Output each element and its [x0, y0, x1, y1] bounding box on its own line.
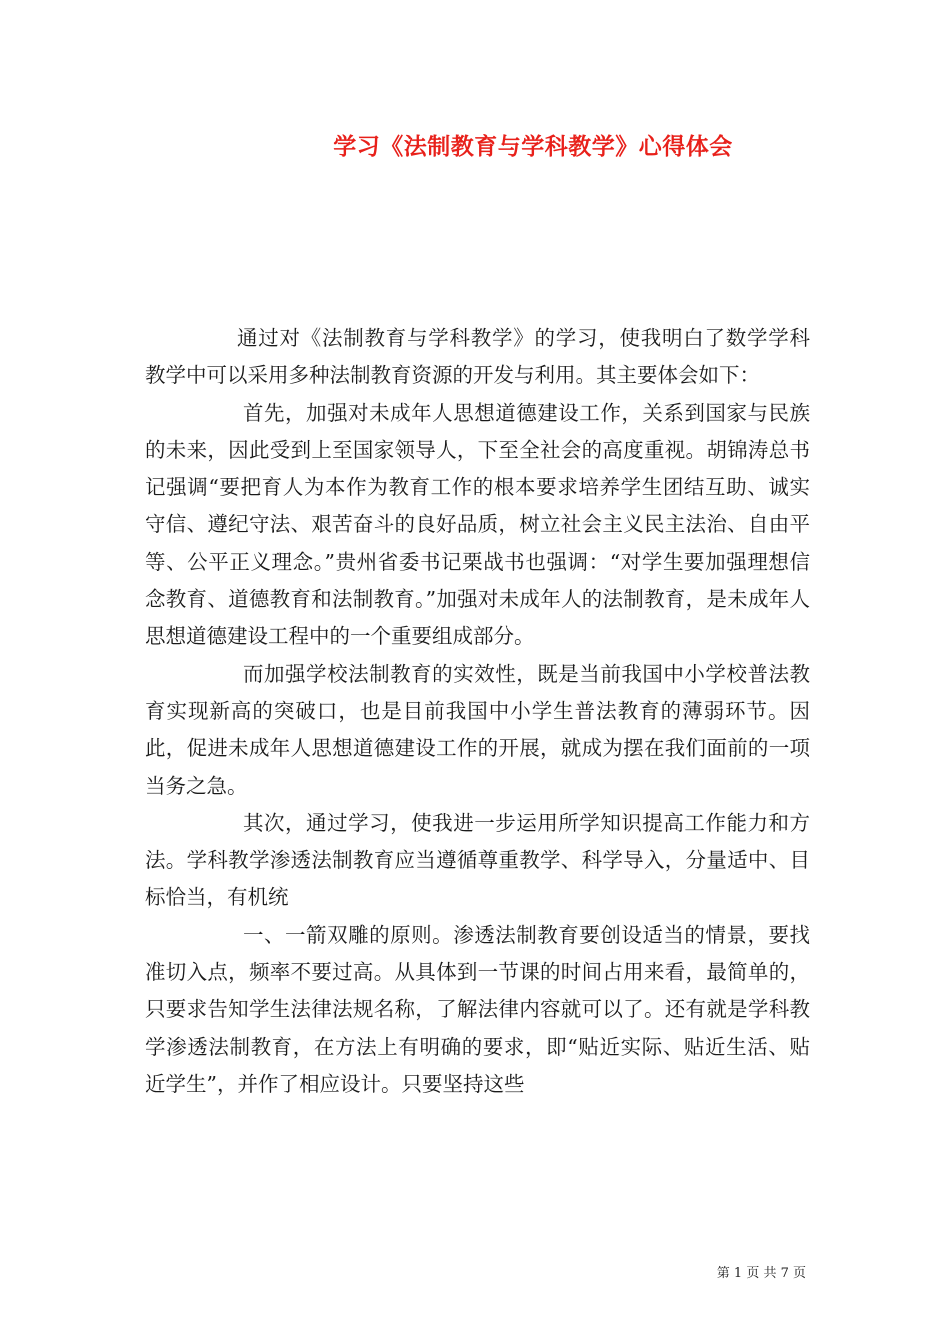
document-body	[145, 320, 810, 1103]
page-number-footer: 第 1 页 共 7 页	[716, 1266, 806, 1281]
paragraph-principle: 一、一箭双雕的原则。渗透法制教育要创设适当的情景，要找准切入点，频率不要过高。从具体到一节课的时间占用来看，最简单的，只要求告知学生法律法规名称，了解法律内容就可以了。还有就是学科教学渗透法制教育，在方法上有明确的要求，即“贴近实际、贴近生活、贴近学生”，并作了相应设计。只要坚持这些	[145, 922, 810, 1096]
document-title: 学习《法制教育与学科教学》心得体会	[333, 133, 733, 160]
paragraph-first-point: 首先，加强对未成年人思想道德建设工作，关系到国家与民族的未来，因此受到上至国家领导人，下至全社会的高度重视。胡锦涛总书记强调“要把育人为本作为教育工作的根本要求培养学生团结互助、诚实守信、遵纪守法、艰苦奋斗的良好品质，树立社会主义民主法治、自由平等、公平正义理念。”贵州省委书记栗战书也强调：“对学生要加强理想信念教育、道德教育和法制教育。”加强对未成年人的法制教育，是未成年人思想道德建设工程中的一个重要组成部分。	[145, 400, 810, 649]
paragraph-intro: 通过对《法制教育与学科教学》的学习，使我明白了数学学科教学中可以采用多种法制教育资源的开发与利用。其主要体会如下：	[145, 326, 810, 388]
paragraph-effectiveness: 而加强学校法制教育的实效性，既是当前我国中小学校普法教育实现新高的突破口，也是目前我国中小学生普法教育的薄弱环节。因此，促进未成年人思想道德建设工作的开展，就成为摆在我们面前的一项当务之急。	[145, 661, 810, 798]
paragraph-second-point: 其次，通过学习，使我进一步运用所学知识提高工作能力和方法。学科教学渗透法制教育应当遵循尊重教学、科学导入，分量适中、目标恰当，有机统	[145, 810, 810, 910]
